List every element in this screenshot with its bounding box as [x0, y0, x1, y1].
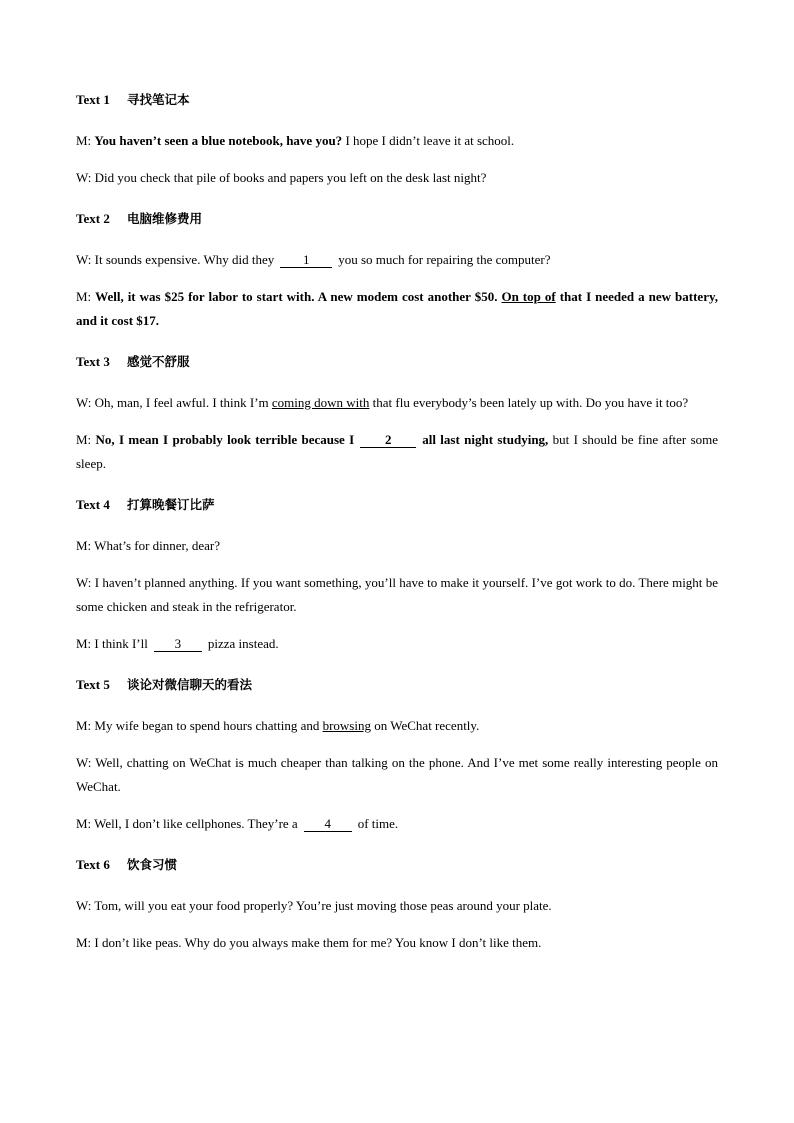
dialogue-line: [76, 391, 718, 415]
answer-blank-3[interactable]: 3: [154, 637, 202, 652]
dialogue-line: [76, 428, 718, 476]
section-title: 打算晚餐订比萨: [127, 497, 215, 512]
section-number: Text 6: [76, 857, 110, 872]
section-title: 谈论对微信聊天的看法: [127, 677, 253, 692]
line-text: but I should be fine after some sleep.: [76, 432, 719, 471]
section-heading-text-3: [76, 350, 718, 374]
line-text: M: My wife began to spend hours chatting and: [76, 718, 320, 733]
dialogue-line: [76, 632, 718, 656]
section-number: Text 5: [76, 677, 110, 692]
speaker-label: M:: [76, 289, 92, 304]
line-text: of time.: [357, 816, 399, 831]
underlined-phrase: coming down with: [271, 395, 370, 410]
dialogue-line: W: Tom, will you eat your food properly? You’re just moving those peas around your plate.: [76, 898, 552, 913]
answer-blank-2[interactable]: 2: [360, 433, 416, 448]
answer-blank-4[interactable]: 4: [304, 817, 352, 832]
dialogue-line: M: I don’t like peas. Why do you always make them for me? You know I don’t like them.: [76, 935, 542, 950]
line-text: pizza instead.: [207, 636, 279, 651]
bold-phrase: No, I mean I probably look terrible because I: [95, 432, 355, 447]
bold-phrase: that I needed a new battery, and it cost $17.: [76, 289, 718, 328]
dialogue-line: [76, 129, 718, 153]
bold-phrase: You haven’t seen a blue notebook, have you?: [94, 133, 343, 148]
section-heading-text-2: [76, 207, 718, 231]
dialogue-line: W: Well, chatting on WeChat is much cheaper than talking on the phone. And I’ve met some really interesting people on WeChat.: [76, 755, 718, 794]
section-heading-text-1: [76, 88, 718, 112]
dialogue-line: [76, 714, 718, 738]
document-body: [76, 88, 718, 968]
line-text: I hope I didn’t leave it at school.: [345, 133, 515, 148]
section-number: Text 1: [76, 92, 110, 107]
dialogue-line: [76, 285, 718, 333]
answer-blank-1[interactable]: 1: [280, 253, 332, 268]
section-number: Text 3: [76, 354, 110, 369]
dialogue-line: M: What’s for dinner, dear?: [76, 538, 220, 553]
underlined-phrase: browsing: [322, 718, 371, 733]
section-heading-text-4: [76, 493, 718, 517]
line-text: M: Well, I don’t like cellphones. They’re a: [76, 816, 298, 831]
section-title: 电脑维修费用: [127, 211, 203, 226]
dialogue-line: W: I haven’t planned anything. If you want something, you’ll have to make it yourself. I’ve got work to do. There might be some chicken and steak in the refrigerator.: [76, 575, 718, 614]
section-number: Text 2: [76, 211, 110, 226]
line-text: W: It sounds expensive. Why did they: [76, 252, 275, 267]
section-title: 饮食习惯: [127, 857, 178, 872]
line-text: M: I think I’ll: [76, 636, 148, 651]
section-heading-text-6: [76, 853, 718, 877]
section-title: 寻找笔记本: [127, 92, 190, 107]
speaker-label: M:: [76, 133, 92, 148]
section-title: 感觉不舒服: [127, 354, 190, 369]
line-text: on WeChat recently.: [374, 718, 480, 733]
underlined-phrase: On top of: [501, 289, 556, 304]
section-heading-text-5: [76, 673, 718, 697]
bold-phrase: Well, it was $25 for labor to start with. A new modem cost another $50.: [95, 289, 498, 304]
line-text: W: Oh, man, I feel awful. I think I’m: [76, 395, 269, 410]
section-number: Text 4: [76, 497, 110, 512]
bold-phrase: all last night studying,: [422, 432, 549, 447]
dialogue-line: W: Did you check that pile of books and papers you left on the desk last night?: [76, 170, 487, 185]
dialogue-line: [76, 812, 718, 836]
speaker-label: M:: [76, 432, 92, 447]
line-text: you so much for repairing the computer?: [338, 252, 551, 267]
line-text: that flu everybody’s been lately up with. Do you have it too?: [372, 395, 689, 410]
dialogue-line: [76, 248, 718, 272]
